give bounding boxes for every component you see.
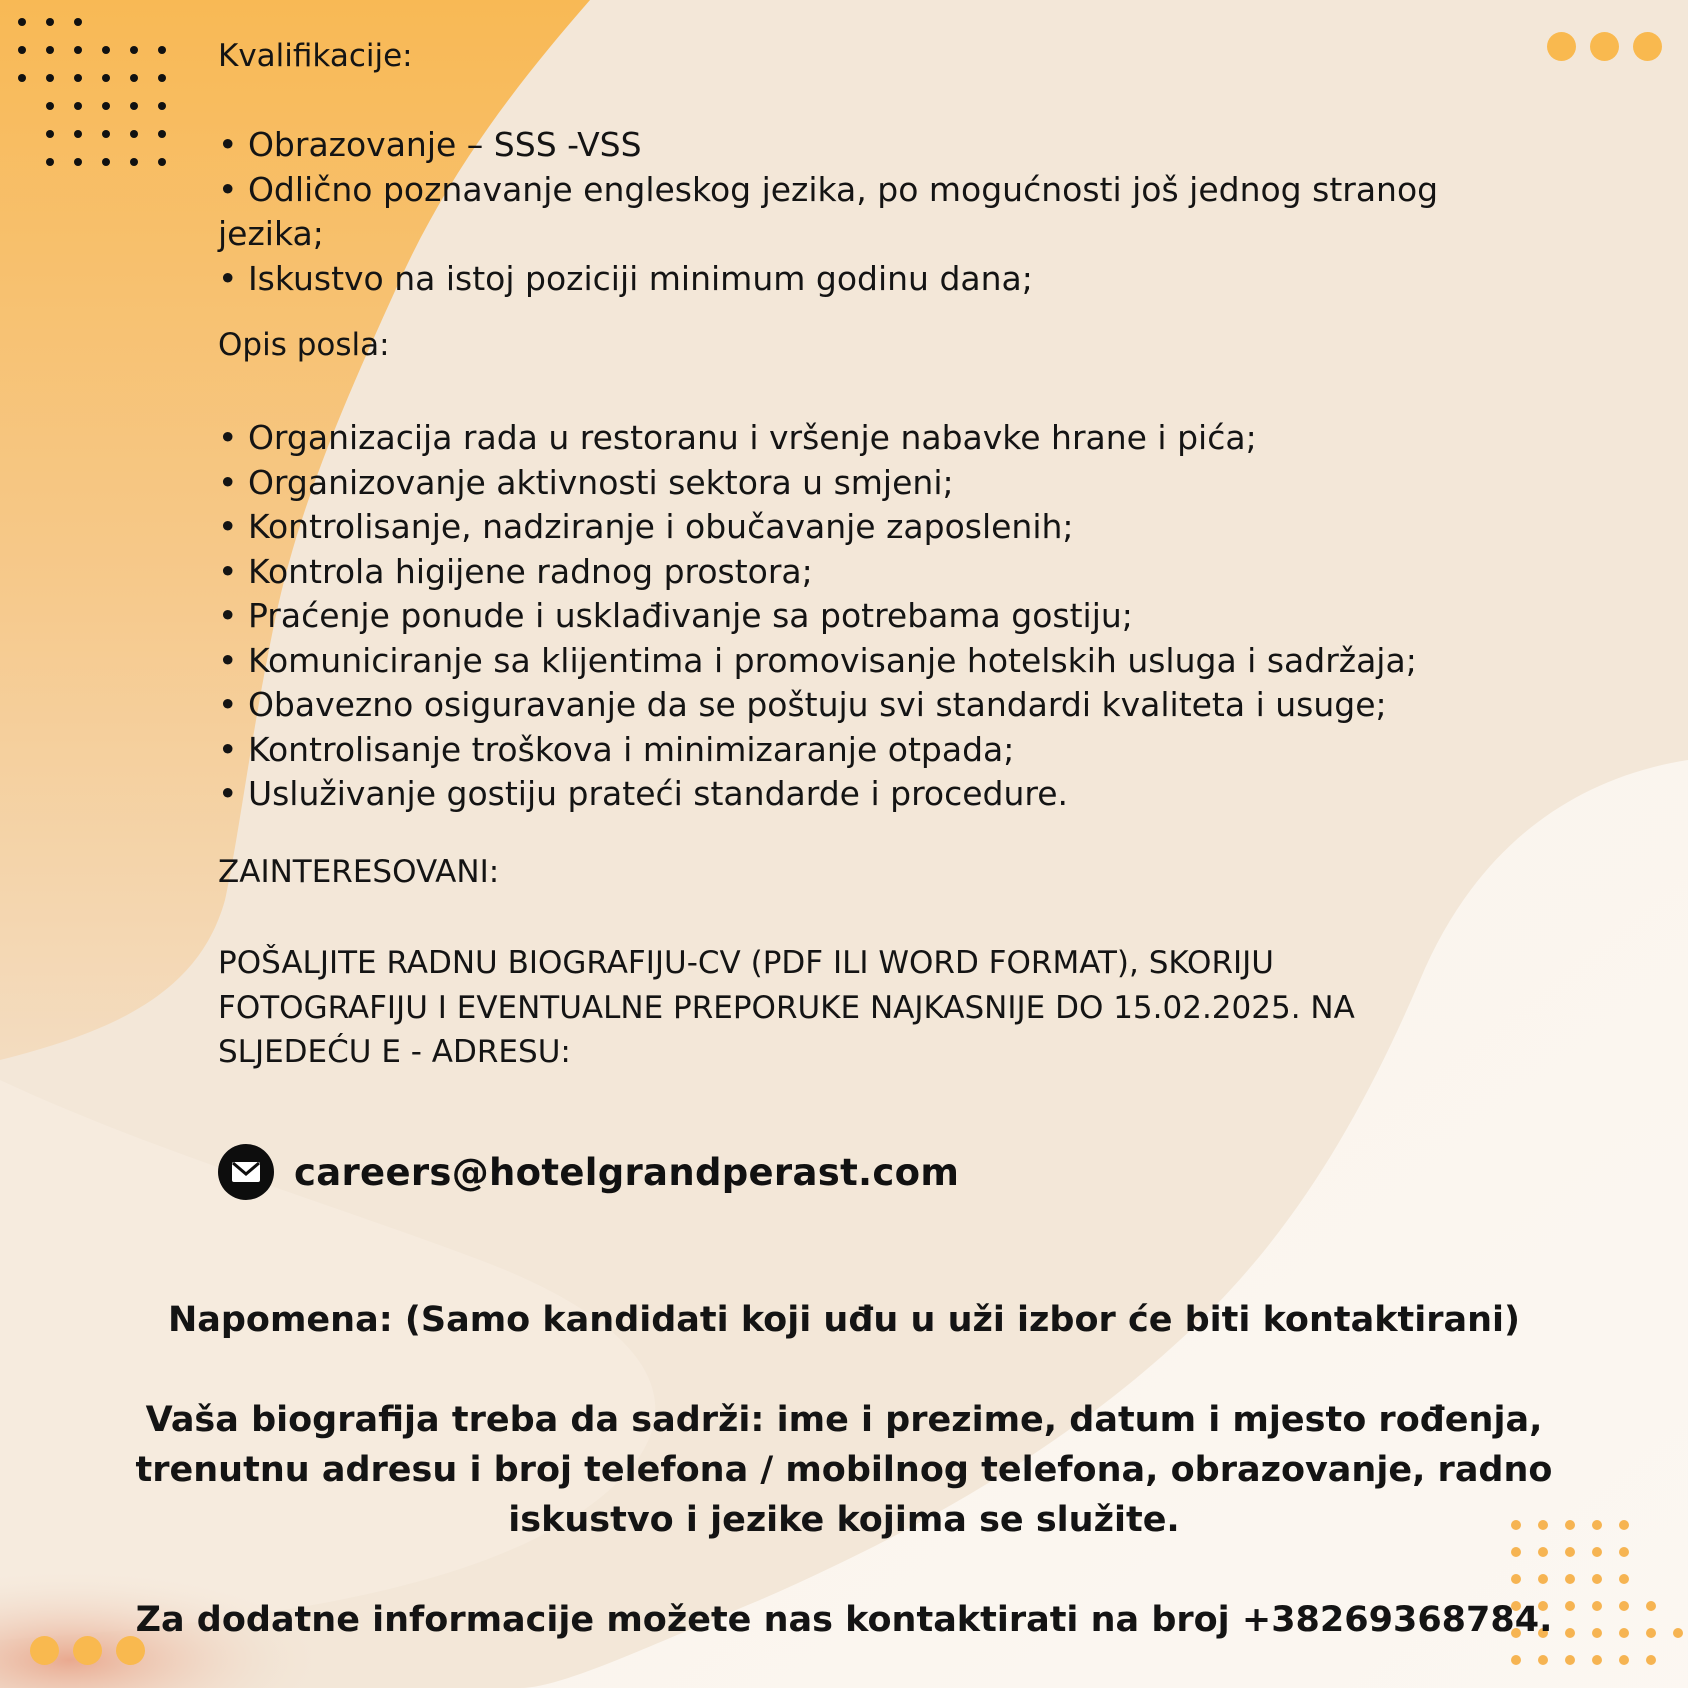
list-item: • Odlično poznavanje engleskog jezika, po mogućnosti još jednog stranog jezika; (218, 169, 1439, 253)
mail-icon (218, 1144, 274, 1200)
list-item: • Kontrolisanje troškova i minimizaranje otpada; (218, 729, 1015, 769)
accent-dot (30, 1636, 59, 1665)
job-description-heading: Opis posla: (218, 327, 390, 363)
email-contact (218, 1143, 959, 1201)
note-contact-phone: Za dodatne informacije možete nas kontaktirati na broj +38269368784. (135, 1600, 1553, 1640)
note-biography-contents: Vaša biografija treba da sadrži: ime i prezime, datum i mjesto rođenja, trenutnu adresu i broj telefona / mobilnog telefona, obrazovanje, radno iskustvo i jezike kojima se služite. (135, 1400, 1553, 1540)
list-item: • Komuniciranje sa klijentima i promovisanje hotelskih usluga i sadržaja; (218, 640, 1417, 680)
application-instructions: POŠALJITE RADNU BIOGRAFIJU-CV (PDF ILI WORD FORMAT), SKORIJU FOTOGRAFIJU I EVENTUALNE PREPORUKE NAJKASNIJE DO 15.02.2025. NA SLJEDEĆU E - ADRESU: (218, 945, 1355, 1070)
accent-dot (1590, 32, 1619, 61)
email-address-link[interactable]: careers@hotelgrandperast.com (294, 1150, 960, 1194)
dot-grid-decoration-top-left (18, 18, 178, 168)
list-item: • Kontrola higijene radnog prostora; (218, 551, 813, 591)
qualifications-heading: Kvalifikacije: (218, 38, 413, 74)
list-item: • Usluživanje gostiju prateći standarde i procedure. (218, 774, 1069, 813)
list-item: • Iskustvo na istoj poziciji minimum godinu dana; (218, 258, 1033, 298)
list-item: • Kontrolisanje, nadziranje i obučavanje zaposlenih; (218, 507, 1074, 546)
accent-dot (1547, 32, 1576, 61)
note-shortlist: Napomena: (Samo kandidati koji uđu u uži izbor će biti kontaktirani) (167, 1300, 1521, 1340)
accent-dot (1633, 32, 1662, 61)
list-item: • Obavezno osiguravanje da se poštuju svi standardi kvaliteta i usuge; (218, 685, 1387, 724)
job-description-list (218, 416, 1468, 817)
list-item: • Obrazovanje – SSS -VSS (218, 125, 642, 164)
list-item: • Organizacija rada u restoranu i vršenje nabavke hrane i pića; (218, 418, 1257, 457)
three-dots-decoration-top-right (1547, 32, 1662, 61)
list-item: • Praćenje ponude i usklađivanje sa potrebama gostiju; (218, 596, 1133, 635)
interested-heading: ZAINTERESOVANI: (218, 854, 500, 890)
list-item: • Organizovanje aktivnosti sektora u smjeni; (218, 462, 954, 502)
qualifications-list (218, 123, 1468, 301)
